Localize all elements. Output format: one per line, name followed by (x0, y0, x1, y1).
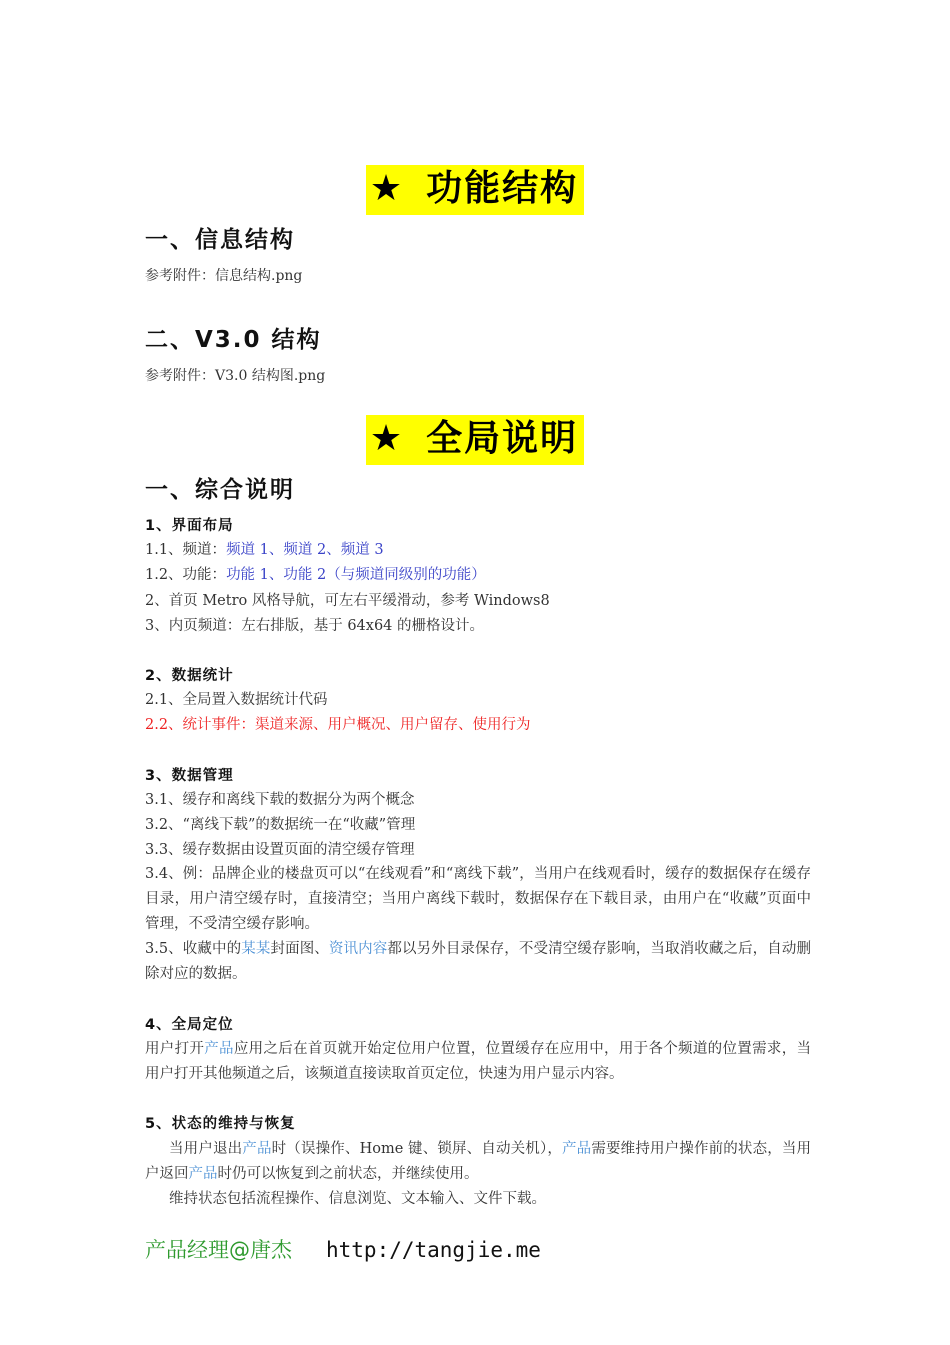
highlight-span: 产品 (204, 1041, 234, 1057)
subheading-data-management: 3、数据管理 (145, 768, 234, 784)
section-title-wrap (0, 415, 950, 465)
highlight-span: 某某 (241, 941, 271, 957)
function-list: 功能 1、功能 2（与频道同级别的功能） (226, 567, 486, 583)
heading-overview: 一、综合说明 (145, 477, 295, 503)
stats-events-line: 2.2、统计事件：渠道来源、用户概况、用户留存、使用行为 (145, 717, 531, 733)
author-url: http://tangjie.me (326, 1238, 541, 1262)
text-span: 应用之后在首页就开始定位用户位置，位置缓存在应用中，用于各个频道的位置需求，当用户打开其他频道之后，该频道直接读取首页定位，快速为用户显示内容。 (145, 1041, 812, 1082)
data-line-3: 3.3、缓存数据由设置页面的清空缓存管理 (145, 842, 415, 858)
line-prefix: 1.1、频道： (145, 542, 227, 558)
highlight-span: 产品 (242, 1141, 272, 1157)
footer-signature (145, 1236, 541, 1264)
data-line-1: 3.1、缓存和离线下载的数据分为两个概念 (145, 792, 415, 808)
section-title-wrap (0, 165, 950, 215)
stats-code-line: 2.1、全局置入数据统计代码 (145, 692, 328, 708)
subheading-stats: 2、数据统计 (145, 668, 234, 684)
data-example-paragraph: 3.4、例：品牌企业的楼盘页可以“在线观看”和“离线下载”，当用户在线观看时，缓存的数据保存在缓存目录，用户清空缓存时，直接清空；当用户离线下载时，数据保存在下载目录，由用户在“收藏”页面中管理，不受清空缓存影响。 (145, 866, 811, 932)
subheading-layout: 1、界面布局 (145, 518, 234, 534)
data-line-2: 3.2、“离线下载”的数据统一在“收藏”管理 (145, 817, 416, 833)
subheading-state: 5、状态的维持与恢复 (145, 1116, 296, 1132)
star-icon: ★ (369, 168, 405, 209)
section-title-global-description (366, 415, 584, 465)
section-title-text: 全局说明 (426, 418, 579, 459)
attachment-reference: 参考附件：V3.0 结构图.png (145, 368, 326, 384)
layout-channels-line (145, 540, 384, 560)
heading-v3-structure: 二、V3.0 结构 (145, 327, 322, 353)
data-favorites-paragraph (145, 937, 811, 987)
text-span: 当用户退出 (169, 1141, 243, 1157)
channel-list: 频道 1、频道 2、频道 3 (226, 542, 384, 558)
heading-info-structure: 一、信息结构 (145, 227, 295, 253)
layout-metro-line: 2、首页 Metro 风格导航，可左右平缓滑动，参考 Windows8 (145, 593, 550, 609)
text-span: 封面图、 (270, 941, 329, 957)
text-span: 用户打开 (145, 1041, 205, 1057)
section-title-functional-structure (366, 165, 584, 215)
location-paragraph (145, 1037, 811, 1087)
highlight-span: 资讯内容 (328, 941, 388, 957)
attachment-reference: 参考附件：信息结构.png (145, 268, 303, 284)
highlight-span: 产品 (188, 1166, 218, 1182)
state-paragraph (145, 1137, 811, 1187)
subheading-location: 4、全局定位 (145, 1017, 234, 1033)
star-icon: ★ (369, 418, 405, 459)
text-span: 时仍可以恢复到之前状态，并继续使用。 (217, 1166, 479, 1182)
text-span: 都以另外目录保存，不受清空缓存影响，当取消收藏之后，自动删除对应的数据。 (145, 941, 812, 982)
layout-grid-line: 3、内页频道：左右排版，基于 64x64 的栅格设计。 (145, 618, 485, 634)
state-scope-line: 维持状态包括流程操作、信息浏览、文本输入、文件下载。 (169, 1191, 546, 1207)
line-prefix: 1.2、功能： (145, 567, 227, 583)
text-span: 需要维持用户操作前的状态，当用户返回 (145, 1141, 812, 1182)
section-title-text: 功能结构 (426, 168, 579, 209)
author-brand: 产品经理@唐杰 (145, 1238, 292, 1262)
highlight-span: 产品 (562, 1141, 592, 1157)
text-span: 时（误操作、Home 键、锁屏、自动关机）， (271, 1141, 563, 1157)
text-span: 3.5、收藏中的 (145, 941, 242, 957)
layout-functions-line (145, 565, 486, 585)
